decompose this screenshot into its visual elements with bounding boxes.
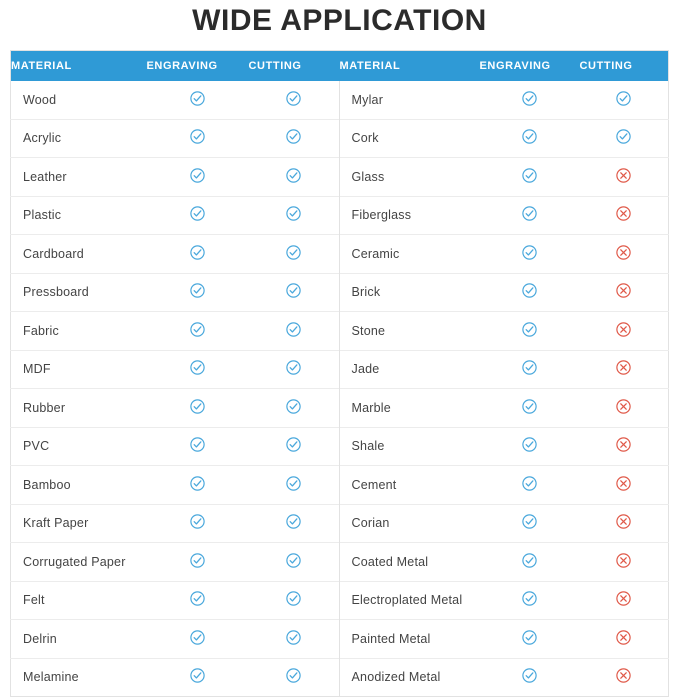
- cutting-cell: [249, 504, 339, 543]
- material-name: Anodized Metal: [351, 670, 441, 685]
- check-circle-icon: [190, 168, 205, 183]
- engraving-cell: [147, 620, 249, 659]
- check-circle-icon: [522, 476, 537, 491]
- check-circle-icon: [286, 553, 301, 568]
- check-circle-icon: [190, 129, 205, 144]
- cross-circle-icon: [616, 437, 631, 452]
- table-body: [11, 81, 669, 697]
- check-circle-icon: [616, 129, 631, 144]
- material-name: Marble: [340, 389, 480, 428]
- cutting-cell: [249, 658, 339, 697]
- engraving-cell: [480, 658, 580, 697]
- check-circle-icon: [286, 591, 301, 606]
- check-circle-icon: [522, 399, 537, 414]
- table-row: [11, 158, 669, 197]
- check-circle-icon: [522, 553, 537, 568]
- engraving-cell: [480, 235, 580, 274]
- table-row: [11, 620, 669, 659]
- material-name: Plastic: [11, 196, 147, 235]
- engraving-cell: [480, 504, 580, 543]
- table-row: [11, 273, 669, 312]
- cutting-cell: [580, 504, 669, 543]
- engraving-cell: [480, 312, 580, 351]
- check-circle-icon: [522, 206, 537, 221]
- cross-circle-icon: [616, 168, 631, 183]
- check-circle-icon: [522, 360, 537, 375]
- cross-circle-icon: [616, 553, 631, 568]
- engraving-cell: [480, 119, 580, 158]
- engraving-cell: [480, 196, 580, 235]
- engraving-cell: [147, 158, 249, 197]
- check-circle-icon: [286, 206, 301, 221]
- engraving-cell: [147, 466, 249, 505]
- cutting-cell: [580, 543, 669, 582]
- cross-circle-icon: [616, 514, 631, 529]
- engraving-cell: [480, 389, 580, 428]
- check-circle-icon: [190, 322, 205, 337]
- material-name: Corrugated Paper: [11, 543, 147, 582]
- cutting-cell: [580, 158, 669, 197]
- material-name: Melamine: [23, 670, 79, 685]
- cutting-cell: [249, 312, 339, 351]
- cutting-cell: [249, 119, 339, 158]
- engraving-cell: [480, 81, 580, 119]
- cutting-cell: [249, 235, 339, 274]
- header-cutting-left: CUTTING: [249, 51, 339, 82]
- material-name: Ceramic: [340, 235, 480, 274]
- material-name: Felt: [11, 581, 147, 620]
- check-circle-icon: [286, 437, 301, 452]
- check-circle-icon: [286, 360, 301, 375]
- cross-circle-icon: [616, 322, 631, 337]
- table-header: [11, 51, 669, 82]
- cross-circle-icon: [616, 630, 631, 645]
- check-circle-icon: [286, 399, 301, 414]
- material-name: Fabric: [11, 312, 147, 351]
- check-circle-icon: [190, 553, 205, 568]
- check-circle-icon: [522, 91, 537, 106]
- engraving-cell: [480, 466, 580, 505]
- material-name: Kraft Paper: [11, 504, 147, 543]
- material-name: Electroplated Metal: [340, 581, 480, 620]
- page-title: WIDE APPLICATION: [192, 4, 487, 37]
- check-circle-icon: [286, 129, 301, 144]
- material-name: PVC: [11, 427, 147, 466]
- cross-circle-icon: [616, 245, 631, 260]
- check-circle-icon: [190, 437, 205, 452]
- check-circle-icon: [616, 91, 631, 106]
- material-name: Bamboo: [11, 466, 147, 505]
- engraving-cell: [147, 543, 249, 582]
- table-header-row: [11, 51, 669, 82]
- materials-table: [10, 50, 669, 697]
- material-name: Mylar: [340, 81, 480, 119]
- material-name: Leather: [11, 158, 147, 197]
- cross-circle-icon: [616, 668, 631, 683]
- material-name: Jade: [340, 350, 480, 389]
- material-name: Painted Metal: [340, 620, 480, 659]
- engraving-cell: [480, 543, 580, 582]
- engraving-cell: [147, 581, 249, 620]
- cutting-cell: [249, 389, 339, 428]
- header-material-left: MATERIAL: [11, 51, 147, 82]
- material-name: Corian: [340, 504, 480, 543]
- check-circle-icon: [522, 283, 537, 298]
- check-circle-icon: [286, 168, 301, 183]
- cross-circle-icon: [616, 283, 631, 298]
- table-row: [11, 581, 669, 620]
- engraving-cell: [147, 504, 249, 543]
- engraving-cell: [147, 658, 249, 697]
- material-name: Acrylic: [11, 119, 147, 158]
- check-circle-icon: [190, 91, 205, 106]
- material-name: Coated Metal: [340, 543, 480, 582]
- engraving-cell: [480, 427, 580, 466]
- cutting-cell: [580, 119, 669, 158]
- table-row: [11, 350, 669, 389]
- engraving-cell: [147, 235, 249, 274]
- table-row: [11, 466, 669, 505]
- engraving-cell: [147, 81, 249, 119]
- material-name: Shale: [340, 427, 480, 466]
- cutting-cell: [249, 427, 339, 466]
- table-row: [11, 312, 669, 351]
- check-circle-icon: [522, 630, 537, 645]
- material-name: Delrin: [11, 620, 147, 659]
- table-row: [11, 119, 669, 158]
- check-circle-icon: [190, 591, 205, 606]
- engraving-cell: [480, 273, 580, 312]
- material-name: Stone: [340, 312, 480, 351]
- check-circle-icon: [286, 283, 301, 298]
- engraving-cell: [480, 350, 580, 389]
- table-row: [11, 389, 669, 428]
- check-circle-icon: [286, 91, 301, 106]
- check-circle-icon: [286, 668, 301, 683]
- cutting-cell: [249, 620, 339, 659]
- engraving-cell: [480, 581, 580, 620]
- engraving-cell: [480, 620, 580, 659]
- engraving-cell: [147, 196, 249, 235]
- engraving-cell: [147, 273, 249, 312]
- check-circle-icon: [286, 322, 301, 337]
- cutting-cell: [249, 543, 339, 582]
- material-name: Fiberglass: [340, 196, 480, 235]
- check-circle-icon: [286, 245, 301, 260]
- header-cutting-right: CUTTING: [580, 51, 669, 82]
- cutting-cell: [249, 466, 339, 505]
- check-circle-icon: [286, 476, 301, 491]
- cutting-cell: [580, 389, 669, 428]
- engraving-cell: [147, 312, 249, 351]
- cutting-cell: [580, 620, 669, 659]
- material-name: Wood: [11, 81, 147, 119]
- cutting-cell: [580, 273, 669, 312]
- table-row: [11, 504, 669, 543]
- engraving-cell: [147, 427, 249, 466]
- check-circle-icon: [190, 514, 205, 529]
- engraving-cell: [147, 119, 249, 158]
- check-circle-icon: [522, 514, 537, 529]
- engraving-cell: [147, 389, 249, 428]
- cutting-cell: [580, 427, 669, 466]
- check-circle-icon: [286, 514, 301, 529]
- cutting-cell: [249, 581, 339, 620]
- cross-circle-icon: [616, 476, 631, 491]
- check-circle-icon: [190, 668, 205, 683]
- cutting-cell: [249, 273, 339, 312]
- check-circle-icon: [522, 129, 537, 144]
- table-row: [11, 196, 669, 235]
- check-circle-icon: [190, 476, 205, 491]
- cutting-cell: [249, 196, 339, 235]
- check-circle-icon: [190, 245, 205, 260]
- check-circle-icon: [190, 206, 205, 221]
- cutting-cell: [580, 466, 669, 505]
- cutting-cell: [580, 196, 669, 235]
- cutting-cell: [249, 81, 339, 119]
- header-engraving-left: ENGRAVING: [147, 51, 249, 82]
- cutting-cell: [249, 158, 339, 197]
- cross-circle-icon: [616, 360, 631, 375]
- table-row: [11, 543, 669, 582]
- cross-circle-icon: [616, 399, 631, 414]
- table-container: [0, 50, 679, 697]
- engraving-cell: [480, 158, 580, 197]
- material-name: Cement: [340, 466, 480, 505]
- check-circle-icon: [286, 630, 301, 645]
- cross-circle-icon: [616, 206, 631, 221]
- material-name: Cardboard: [11, 235, 147, 274]
- check-circle-icon: [522, 245, 537, 260]
- material-name: Cork: [340, 119, 480, 158]
- check-circle-icon: [522, 322, 537, 337]
- material-name: Rubber: [11, 389, 147, 428]
- table-row: [11, 81, 669, 119]
- cutting-cell: [580, 658, 669, 697]
- check-circle-icon: [190, 283, 205, 298]
- table-row: [11, 427, 669, 466]
- material-name: MDF: [11, 350, 147, 389]
- check-circle-icon: [522, 668, 537, 683]
- check-circle-icon: [190, 360, 205, 375]
- table-row: [11, 658, 669, 697]
- cutting-cell: [580, 235, 669, 274]
- check-circle-icon: [190, 630, 205, 645]
- cross-circle-icon: [616, 591, 631, 606]
- engraving-cell: [147, 350, 249, 389]
- header-engraving-right: ENGRAVING: [480, 51, 580, 82]
- material-name: Pressboard: [11, 273, 147, 312]
- table-row: [11, 235, 669, 274]
- material-name: Glass: [340, 158, 480, 197]
- cutting-cell: [580, 312, 669, 351]
- cutting-cell: [580, 581, 669, 620]
- cutting-cell: [580, 81, 669, 119]
- cutting-cell: [249, 350, 339, 389]
- check-circle-icon: [190, 399, 205, 414]
- check-circle-icon: [522, 168, 537, 183]
- check-circle-icon: [522, 591, 537, 606]
- check-circle-icon: [522, 437, 537, 452]
- cutting-cell: [580, 350, 669, 389]
- material-name: Brick: [340, 273, 480, 312]
- header-material-right: MATERIAL: [340, 51, 480, 82]
